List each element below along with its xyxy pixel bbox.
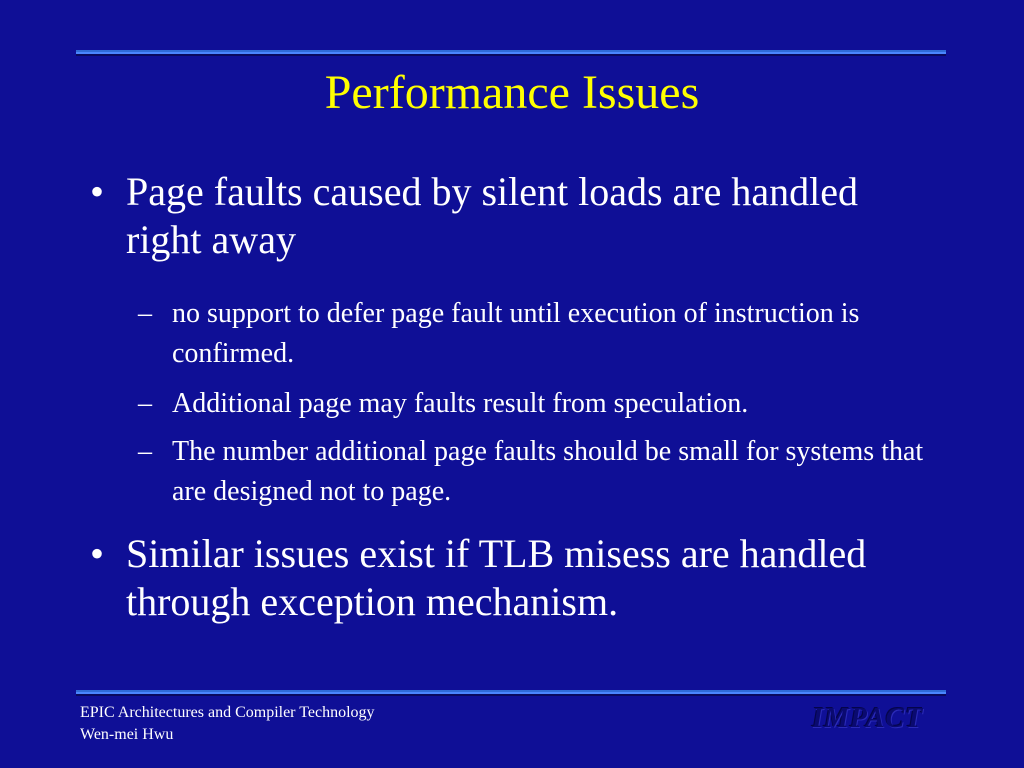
footer (80, 702, 375, 746)
sub-bullet-marker: – (138, 388, 152, 419)
footer-course: EPIC Architectures and Compiler Technology (80, 704, 375, 721)
footer-author: Wen-mei Hwu (80, 726, 174, 743)
bullet-marker: • (90, 531, 105, 576)
sub-bullet-marker: – (138, 436, 152, 467)
impact-logo: IMPACT (812, 703, 924, 734)
bullet-marker: • (90, 169, 105, 214)
top-divider (76, 50, 946, 56)
bullet-text: Page faults caused by silent loads are handled right away (126, 169, 858, 262)
sub-bullet-marker: – (138, 298, 152, 329)
bullet-text: Similar issues exist if TLB misess are handled through exception mechanism. (126, 531, 867, 624)
bottom-divider (76, 690, 946, 696)
sub-bullet-text: Additional page may faults result from speculation. (172, 388, 749, 419)
slide-title: Performance Issues (324, 66, 700, 119)
sub-bullet-text: no support to defer page fault until execution of instruction is confirmed. (172, 298, 860, 369)
sub-bullet-text: The number additional page faults should be small for systems that are designed not to page. (172, 436, 924, 507)
